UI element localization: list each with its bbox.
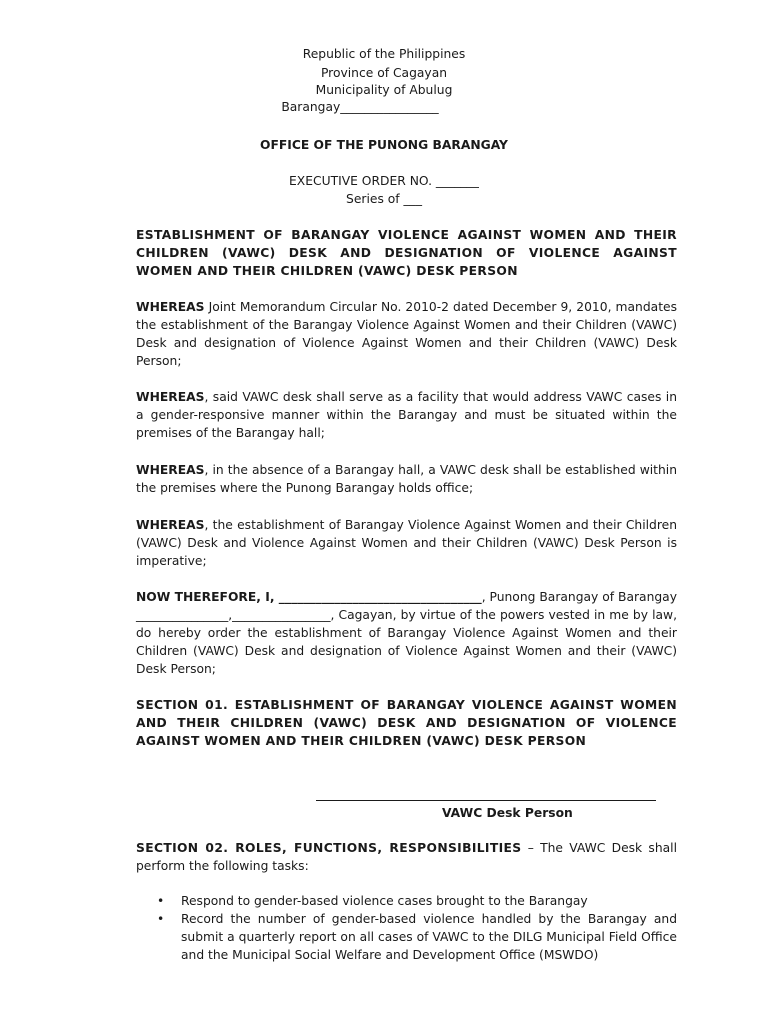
whereas-text: Joint Memorandum Circular No. 2010-2 dated December 9, 2010, mandates the establishment of the Barangay Violence Against Women and their Children (VAWC) Desk and designation of Violence Against Women and their Children (VAWC) Desk Person; [136,300,677,368]
list-item [136,910,677,964]
header-barangay: Barangay________________ [281,100,439,114]
task-list [136,892,677,964]
header-republic: Republic of the Philippines [302,47,466,61]
executive-order-number: EXECUTIVE ORDER NO. _______ [289,174,479,188]
whereas-text: , the establishment of Barangay Violence Against Women and their Children (VAWC) Desk and Violence Against Women and their Children (VAWC) Desk Person is imperative; [136,518,677,568]
whereas-paragraph-4 [136,516,677,570]
whereas-text: , in the absence of a Barangay hall, a VAWC desk shall be established within the premises where the Punong Barangay holds office; [136,463,677,495]
whereas-lead: WHEREAS [136,300,205,314]
task-text: Respond to gender-based violence cases brought to the Barangay [181,894,588,908]
office-title: OFFICE OF THE PUNONG BARANGAY [260,138,508,152]
header-municipality: Municipality of Abulug [315,83,453,97]
signature-label: VAWC Desk Person [442,806,573,820]
now-therefore-paragraph [136,588,677,678]
section-01-text: . ESTABLISHMENT OF BARANGAY VIOLENCE AGAINST WOMEN AND THEIR CHILDREN (VAWC) DESK AND DESIGNATION OF VIOLENCE AGAINST WOMEN AND THEIR CHILDREN (VAWC) DESK PERSON [136,698,677,748]
executive-order-series: Series of ___ [346,192,422,206]
section-01-lead: SECTION 01 [136,698,223,712]
whereas-lead: WHEREAS [136,463,205,477]
whereas-text: , said VAWC desk shall serve as a facility that would address VAWC cases in a gender-responsive manner within the Barangay and must be situated within the premises of the Barangay hall; [136,390,677,440]
order-title: ESTABLISHMENT OF BARANGAY VIOLENCE AGAINST WOMEN AND THEIR CHILDREN (VAWC) DESK AND DESIGNATION OF VIOLENCE AGAINST WOMEN AND THEIR CHILDREN (VAWC) DESK PERSON [136,228,677,278]
now-therefore-lead: NOW THEREFORE, I, _________________________________ [136,590,482,604]
section-02-text: – The VAWC Desk shall perform the following tasks: [136,841,677,873]
bullet-icon: • [157,894,165,908]
list-item [136,892,677,910]
bullet-icon: • [157,912,165,926]
section-01 [136,696,677,750]
whereas-lead: WHEREAS [136,390,205,404]
whereas-paragraph-1 [136,298,677,370]
whereas-lead: WHEREAS [136,518,205,532]
header-province: Province of Cagayan [320,66,448,80]
whereas-paragraph-3 [136,461,677,497]
now-therefore-text: , Punong Barangay of Barangay _______________,________________, Cagayan, by virtue of the powers vested in me by law, do hereby order the establishment of Barangay Violence Against Women and their Children (VAWC) Desk and designation of Violence Against Women and their (VAWC) Desk Person; [136,590,677,676]
signature-line [316,790,656,801]
whereas-paragraph-2 [136,388,677,442]
task-text: Record the number of gender-based violence handled by the Barangay and submit a quarterly report on all cases of VAWC to the DILG Municipal Field Office and the Municipal Social Welfare and Development Office (MSWDO) [181,912,677,962]
section-02-lead: SECTION 02. ROLES, FUNCTIONS, RESPONSIBILITIES [136,841,522,855]
section-02 [136,839,677,875]
